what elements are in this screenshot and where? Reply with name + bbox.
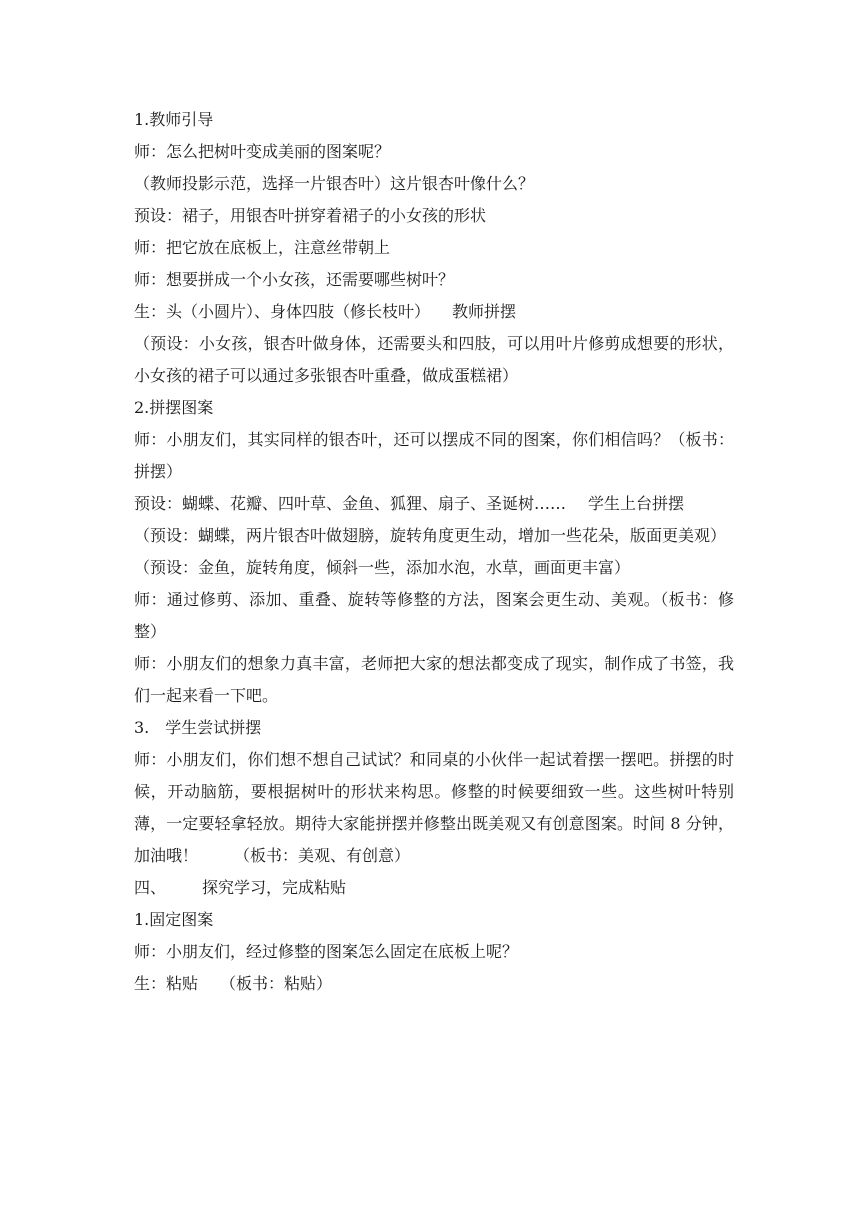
document-body bbox=[134, 104, 734, 1000]
paragraph: 师：想要拼成一个小女孩，还需要哪些树叶？ bbox=[134, 270, 455, 289]
section-heading: 1.固定图案 bbox=[134, 910, 214, 929]
paragraph-text: （板书：美观、有创意） bbox=[234, 846, 411, 865]
section-heading: 1.教师引导 bbox=[134, 110, 214, 129]
heading-text: 探究学习，完成粘贴 bbox=[202, 878, 347, 897]
section-heading: 3. 学生尝试拼摆 bbox=[134, 718, 262, 737]
paragraph: 师：通过修剪、添加、重叠、旋转等修整的方法，图案会更生动、美观。（板书：修整） bbox=[134, 590, 734, 641]
paragraph: 师：小朋友们，经过修整的图案怎么固定在底板上呢？ bbox=[134, 942, 519, 961]
paragraph bbox=[134, 296, 734, 328]
paragraph: （预设：小女孩，银杏叶做身体，还需要头和四肢，可以用叶片修剪成想要的形状，小女孩的裙子可以通过多张银杏叶重叠，做成蛋糕裙） bbox=[134, 334, 734, 385]
paragraph bbox=[134, 488, 734, 520]
paragraph-text: （板书：粘贴） bbox=[220, 974, 333, 993]
paragraph-text: 预设：蝴蝶、花瓣、四叶草、金鱼、狐狸、扇子、圣诞树…… bbox=[134, 494, 567, 513]
paragraph-text: 教师拼摆 bbox=[452, 302, 517, 321]
paragraph-text: 师：小朋友们，你们想不想自己试试？和同桌的小伙伴一起试着摆一摆吧。拼摆的时候，开动脑筋，要根据树叶的形状来构思。修整的时候要细致一些。这些树叶特别薄，一定要轻拿轻放。期待大家能拼摆并修整出既美观又有创意图案。时间 8 分钟，加油哦！ bbox=[134, 750, 734, 865]
paragraph: （预设：蝴蝶，两片银杏叶做翅膀，旋转角度更生动，增加一些花朵，版面更美观） bbox=[134, 526, 727, 545]
heading-number: 四、 bbox=[134, 878, 167, 897]
paragraph-text: 生：粘贴 bbox=[134, 974, 199, 993]
paragraph: 师：怎么把树叶变成美丽的图案呢？ bbox=[134, 142, 391, 161]
section-heading bbox=[134, 872, 734, 904]
paragraph: （预设：金鱼，旋转角度，倾斜一些，添加水泡，水草，画面更丰富） bbox=[134, 558, 631, 577]
paragraph-text: 学生上台拼摆 bbox=[588, 494, 685, 513]
paragraph bbox=[134, 968, 734, 1000]
paragraph: 师：小朋友们，其实同样的银杏叶，还可以摆成不同的图案，你们相信吗？（板书：拼摆） bbox=[134, 430, 734, 481]
paragraph: （教师投影示范，选择一片银杏叶）这片银杏叶像什么？ bbox=[134, 174, 535, 193]
paragraph: 预设：裙子，用银杏叶拼穿着裙子的小女孩的形状 bbox=[134, 206, 487, 225]
paragraph bbox=[134, 744, 734, 872]
section-heading: 2.拼摆图案 bbox=[134, 398, 214, 417]
paragraph: 师：小朋友们的想象力真丰富，老师把大家的想法都变成了现实，制作成了书签，我们一起来看一下吧。 bbox=[134, 654, 734, 705]
paragraph-text: 生：头（小圆片）、身体四肢（修长枝叶） bbox=[134, 302, 431, 321]
paragraph: 师：把它放在底板上，注意丝带朝上 bbox=[134, 238, 391, 257]
